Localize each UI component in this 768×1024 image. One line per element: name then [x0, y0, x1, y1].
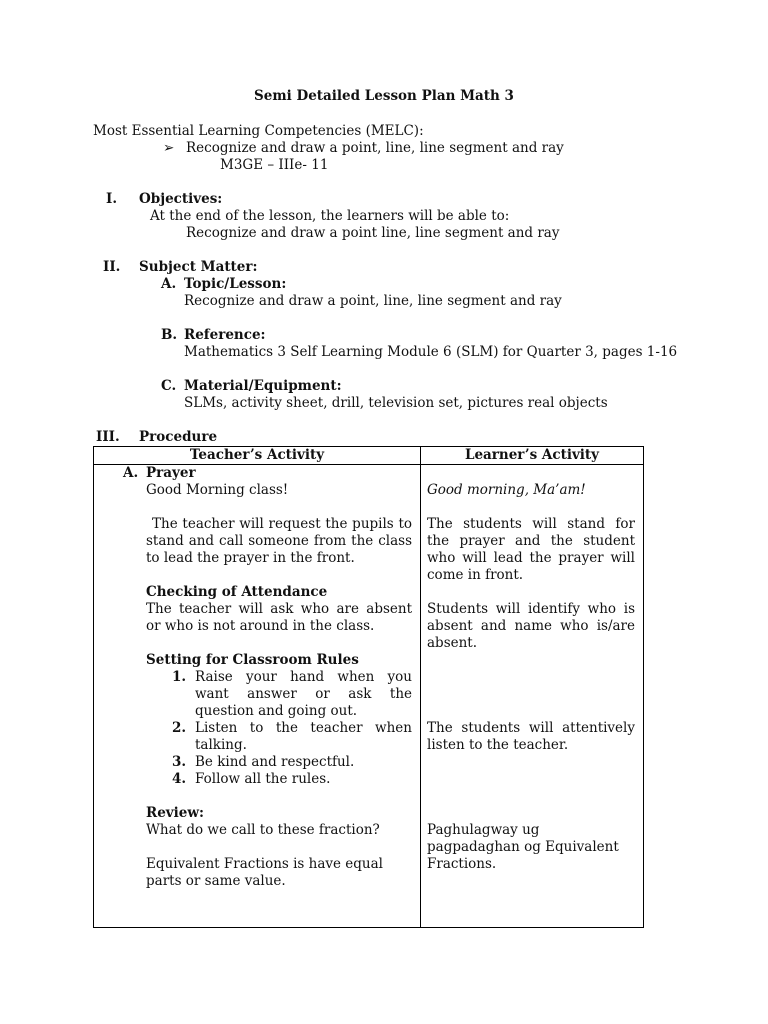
melc-heading: Most Essential Learning Competencies (MELC): [93, 123, 424, 139]
attendance-reply: Students will identify who is absent and name who is/are absent. [427, 601, 635, 651]
topic-text: Recognize and draw a point, line, line segment and ray [184, 293, 562, 309]
materials-letter: C. [161, 378, 177, 394]
materials-heading: Material/Equipment: [184, 378, 342, 394]
rule-number: 1. [172, 669, 187, 685]
procedure-table [93, 446, 644, 928]
prayer-reply: The students will stand for the prayer and the student who will lead the prayer will come in front. [427, 516, 635, 583]
review-heading: Review: [146, 805, 204, 821]
table-header-row [94, 447, 644, 465]
review-answer: Equivalent Fractions is have equal parts or same value. [146, 856, 383, 889]
topic-letter: A. [161, 276, 177, 292]
review-question: What do we call to these fraction? [146, 822, 380, 838]
teacher-activity-header: Teacher’s Activity [94, 447, 421, 465]
objectives-heading: Objectives: [139, 191, 223, 207]
rule-number: 4. [172, 771, 187, 787]
objectives-numeral: I. [106, 191, 118, 207]
page-title: Semi Detailed Lesson Plan Math 3 [254, 88, 514, 104]
objectives-intro: At the end of the lesson, the learners will be able to: [150, 208, 510, 224]
rule-number: 2. [172, 720, 187, 736]
rule-text: Listen to the teacher when talking. [195, 720, 412, 753]
procedure-heading: Procedure [139, 429, 218, 445]
topic-heading: Topic/Lesson: [184, 276, 287, 292]
review-reply: Paghulagway ug pagpadaghan og Equivalent Fractions. [427, 822, 619, 872]
learner-activity-header: Learner’s Activity [421, 447, 644, 465]
attendance-text: The teacher will ask who are absent or who is not around in the class. [146, 601, 412, 634]
teacher-greeting: Good Morning class! [146, 482, 289, 498]
reference-heading: Reference: [184, 327, 266, 343]
rule-text: Be kind and respectful. [195, 754, 355, 770]
melc-code: M3GE – IIIe- 11 [220, 157, 329, 173]
rule-text: Raise your hand when you want answer or ask the question and going out. [195, 669, 412, 719]
prayer-heading: Prayer [146, 465, 196, 481]
rules-reply: The students will attentively listen to the teacher. [427, 720, 635, 753]
rule-text: Follow all the rules. [195, 771, 331, 787]
prayer-instruction: The teacher will request the pupils to stand and call someone from the class to lead the prayer in the front. [146, 516, 412, 566]
procedure-numeral: III. [96, 429, 120, 445]
teacher-activity-cell [94, 465, 421, 928]
rule-number: 3. [172, 754, 187, 770]
objectives-item: Recognize and draw a point line, line segment and ray [186, 225, 560, 241]
reference-text: Mathematics 3 Self Learning Module 6 (SLM) for Quarter 3, pages 1-16 [184, 344, 678, 360]
attendance-heading: Checking of Attendance [146, 584, 328, 600]
prayer-letter: A. [123, 465, 139, 481]
table-row [94, 465, 644, 928]
reference-letter: B. [161, 327, 178, 343]
subject-matter-numeral: II. [103, 259, 121, 275]
greeting-reply: Good morning, Ma’am! [427, 482, 586, 498]
materials-text: SLMs, activity sheet, drill, television set, pictures real objects [184, 395, 608, 411]
subject-matter-heading: Subject Matter: [139, 259, 258, 275]
rules-heading: Setting for Classroom Rules [146, 652, 359, 668]
learner-activity-cell [421, 465, 644, 928]
arrow-bullet-icon: ➢ [163, 140, 175, 156]
melc-competency: Recognize and draw a point, line, line segment and ray [186, 140, 564, 156]
